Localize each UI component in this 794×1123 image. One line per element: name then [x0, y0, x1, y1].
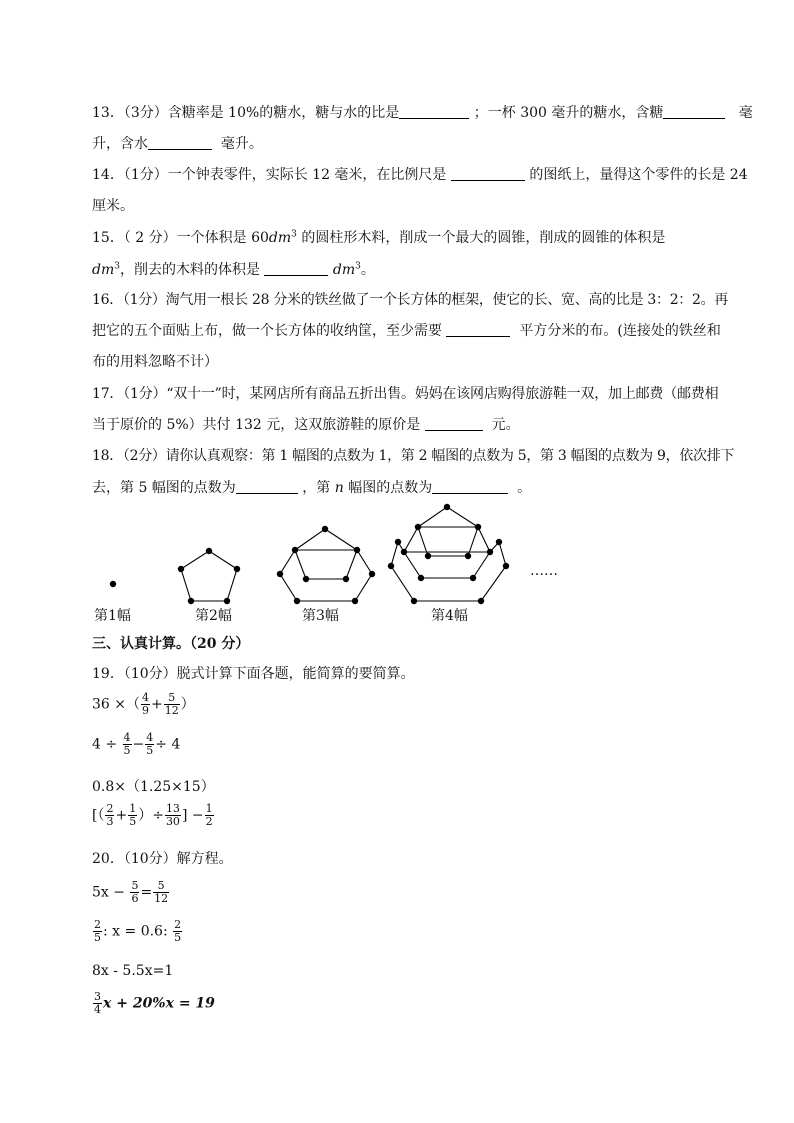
q18-text-b: 去，第 5 幅图的点数为: [92, 480, 236, 496]
q17-text-c: 元。: [491, 417, 520, 433]
q19-expr-3: 0.8×（1.25×15）: [92, 779, 215, 795]
expr-text: ）: [180, 696, 195, 713]
expr-text: 5x −: [92, 884, 125, 901]
dot: [388, 563, 394, 569]
q13-text-d: 升，含水: [92, 136, 148, 152]
denominator: 12: [154, 892, 169, 905]
q19-expr-1: [92, 692, 195, 717]
dot: [188, 598, 194, 604]
q14-text-c: 厘米。: [92, 198, 134, 214]
dot: [369, 571, 375, 577]
denominator: 2: [205, 815, 213, 828]
fraction: [141, 692, 150, 717]
dot: [292, 547, 298, 553]
fraction: [173, 919, 182, 944]
plus-sign: +: [115, 807, 128, 824]
expr-text: 36 ×（: [92, 696, 140, 713]
q15-exp: 3: [291, 229, 297, 240]
q18-n: n: [334, 480, 344, 496]
dot: [206, 548, 212, 554]
figure-4-label: 第4幅: [431, 608, 468, 624]
dot: [478, 598, 484, 604]
numerator: 5: [164, 692, 180, 705]
dot: [470, 575, 476, 581]
fraction: [165, 803, 181, 828]
dot: [322, 526, 328, 532]
numerator: 5: [131, 879, 139, 892]
numerator: 4: [123, 731, 131, 744]
denominator: 5: [146, 744, 154, 757]
pentagon-fig4-inner: [418, 507, 478, 556]
figure-1-label: 第1幅: [94, 608, 131, 624]
figure-3-label: 第3幅: [302, 608, 339, 624]
q13-text-e: 毫升。: [220, 136, 263, 152]
dot: [352, 598, 358, 604]
numerator: 4: [142, 691, 149, 704]
fraction: [93, 991, 102, 1016]
numerator: 2: [106, 802, 114, 815]
expr-text: : x = 0.6:: [103, 923, 168, 940]
dot: [395, 539, 401, 545]
q16-text-a: 16．（1分）淘气用一根长 28 分米的铁丝做了一个长方体的框架，使它的长、宽、高的比是 3：2：2。再: [92, 292, 729, 308]
dot: [425, 553, 431, 559]
minus-sign: −: [132, 736, 145, 753]
denominator: 30: [165, 815, 180, 828]
denominator: 9: [142, 704, 149, 717]
q19-expr-2: [92, 732, 180, 757]
fraction: [164, 692, 180, 717]
denominator: 5: [174, 931, 182, 944]
q14-text-a: 14．（1分）一个钟表零件，实际长 12 毫米，在比例尺是: [92, 167, 447, 183]
denominator: 6: [131, 892, 139, 905]
q18-text-c: ，第: [302, 480, 331, 496]
q15-exp: 3: [355, 261, 361, 272]
q19-expr-4: [92, 803, 215, 828]
q20-eq-2: [92, 919, 183, 944]
q13-text-a: 13．（3分）含糖率是 10%的糖水，糖与水的比是: [92, 105, 400, 121]
expr-text: x + 20%x = 19: [103, 995, 215, 1012]
denominator: 5: [94, 931, 101, 944]
dot: [294, 598, 300, 604]
fraction: [123, 732, 132, 757]
q13-text-c: 毫: [738, 105, 753, 121]
section-3-heading: 三、认真计算。（20 分）: [92, 636, 250, 652]
fraction: [145, 732, 154, 757]
dot: [465, 553, 471, 559]
dot: [475, 524, 481, 530]
dot: [234, 566, 240, 572]
numerator: 4: [146, 731, 154, 744]
q16-text-b: 把它的五个面贴上布，做一个长方体的收纳筐，至少需要: [92, 323, 442, 339]
pentagon-fig2: [181, 551, 237, 601]
denominator: 12: [164, 704, 179, 717]
numerator: 13: [165, 802, 180, 815]
numerator: 1: [205, 802, 213, 815]
fraction: [105, 803, 114, 828]
question-20-title: 20．（10分）解方程。: [92, 851, 233, 867]
q15-text-a: 15．（ 2 分）一个体积是 60: [92, 230, 269, 246]
q15-text-d: 。: [360, 262, 375, 278]
q15-exp: 3: [114, 261, 120, 272]
dot: [178, 566, 184, 572]
dot: [411, 598, 417, 604]
q17-text-a: 17．（1分）“双十一”时，某网店所有商品五折出售。妈妈在该网店购得旅游鞋一双，加上邮费（邮费相: [92, 386, 719, 402]
q15-text-b: 的圆柱形木料，削成一个最大的圆锥，削成的圆锥的体积是: [296, 230, 666, 246]
pentagon-fig3-inner: [295, 529, 357, 579]
expr-text: ÷ 4: [155, 736, 181, 753]
denominator: 3: [106, 815, 114, 828]
q15-text-c: ，削去的木料的体积是: [119, 262, 260, 278]
fraction: [153, 880, 169, 905]
dot: [401, 549, 407, 555]
question-19-title: 19．（10分）脱式计算下面各题，能简算的要简算。: [92, 666, 415, 682]
q15-unit: dm: [92, 262, 115, 278]
fraction: [130, 880, 139, 905]
numerator: 5: [153, 880, 169, 893]
figure-ellipsis: ……: [530, 563, 558, 579]
q20-eq-1: [92, 880, 170, 905]
q18-text-a: 18．（2分）请你认真观察：第 1 幅图的点数为 1，第 2 幅图的点数为 5，第 3 幅图的点数为 9，依次排下: [92, 448, 735, 464]
expr-text: 4 ÷: [92, 736, 118, 753]
numerator: 3: [94, 990, 101, 1003]
fraction: [205, 803, 214, 828]
q16-text-d: 布的用料忽略不计）: [92, 354, 218, 370]
dot: [418, 575, 424, 581]
equals-sign: =: [140, 884, 153, 901]
denominator: 5: [123, 744, 131, 757]
q14-text-b: 的图纸上，量得这个零件的长是 24: [529, 167, 748, 183]
q20-eq-4: [92, 991, 215, 1016]
dot: [487, 549, 493, 555]
figure-2-label: 第2幅: [195, 608, 232, 624]
q15-unit: dm: [268, 230, 292, 246]
expr-text: [（: [92, 807, 105, 824]
q15-unit: dm: [332, 262, 356, 278]
expr-text: ）÷: [138, 807, 164, 824]
denominator: 5: [129, 815, 137, 828]
dot: [224, 598, 230, 604]
q16-text-c: 平方分米的布。(连接处的铁丝和: [519, 323, 721, 339]
numerator: 1: [129, 802, 137, 815]
dot: [343, 576, 349, 582]
q17-text-b: 当于原价的 5%）共付 132 元，这双旅游鞋的原价是: [92, 417, 421, 433]
q18-text-e: 。: [517, 480, 532, 496]
q20-eq-3: 8x - 5.5x=1: [92, 963, 174, 979]
pentagon-fig3-outer: [280, 550, 372, 601]
fraction: [128, 803, 137, 828]
dot: [415, 524, 421, 530]
expr-text: ] −: [181, 807, 204, 824]
numerator: 2: [94, 918, 101, 931]
dot: [277, 571, 283, 577]
q18-text-d: 幅图的点数为: [348, 480, 433, 496]
dot: [444, 504, 450, 510]
fraction: [93, 919, 102, 944]
dot: [503, 563, 509, 569]
numerator: 2: [174, 918, 182, 931]
dot: [303, 576, 309, 582]
q13-text-b: ；一杯 300 毫升的糖水，含糖: [473, 105, 664, 121]
dot: [354, 547, 360, 553]
plus-sign: +: [151, 696, 163, 713]
dot: [110, 581, 116, 587]
dot: [496, 539, 502, 545]
denominator: 4: [94, 1003, 101, 1016]
